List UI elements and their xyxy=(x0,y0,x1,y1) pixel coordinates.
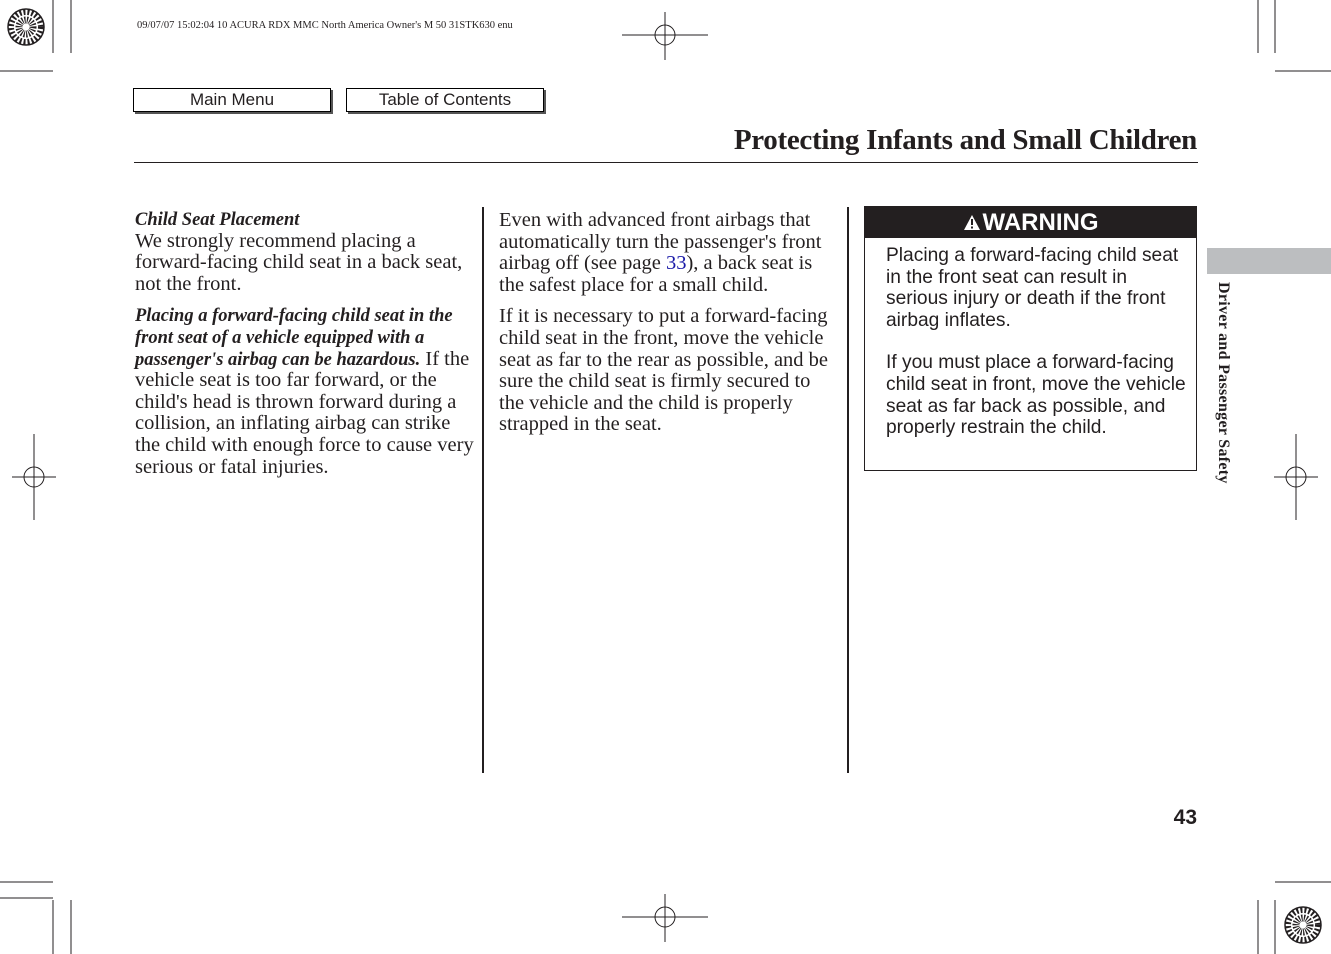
main-menu-button[interactable]: Main Menu xyxy=(133,88,331,112)
paragraph-text: Even with advanced front airbags that automatically turn the passenger's front airbag off (see page xyxy=(499,209,822,275)
paragraph: Placing a forward-facing child seat in the front seat can result in serious injury or death if the front airbag inflates. xyxy=(886,245,1179,331)
warning-triangle-icon xyxy=(963,214,981,231)
section-tab-marker xyxy=(1207,248,1331,274)
column-2 xyxy=(499,210,839,446)
column-divider xyxy=(847,207,849,773)
starburst-icon xyxy=(8,9,44,45)
warning-label: WARNING xyxy=(982,209,1099,236)
table-of-contents-button[interactable]: Table of Contents xyxy=(346,88,544,112)
paragraph-text: ), a back seat is the safest place for a small child. xyxy=(499,252,813,296)
paragraph: We strongly recommend placing a forward-facing child seat in a back seat, not the front. xyxy=(135,229,463,295)
bold-lead-text: Placing a forward-facing child seat in the front seat of a vehicle equipped with a passenger's airbag can be hazardous. xyxy=(135,306,453,370)
title-divider xyxy=(134,162,1198,163)
paragraph-text: If the vehicle seat is too far forward, or the child's head is thrown forward during a collision, an inflating airbag can strike the child with enough force to cause very serious or fatal injuries. xyxy=(135,347,474,478)
section-tab-label: Driver and Passenger Safety xyxy=(1215,282,1232,484)
warning-header xyxy=(864,206,1197,238)
warning-text xyxy=(886,245,1186,460)
column-divider xyxy=(482,207,484,773)
page-title: Protecting Infants and Small Children xyxy=(733,124,1197,156)
paragraph xyxy=(499,210,839,296)
section-tab xyxy=(1212,282,1232,512)
paragraph: If it is necessary to put a forward-facing child seat in the front, move the vehicle seat as far to the rear as possible, and be sure the child seat is firmly secured to the vehicle and the child is properly strapped in the seat. xyxy=(499,305,829,436)
page-number: 43 xyxy=(1173,806,1197,829)
paragraph: If you must place a forward-facing child seat in front, move the vehicle seat as far back as possible, and properly restrain the child. xyxy=(886,352,1186,439)
page-link[interactable]: 33 xyxy=(665,252,687,275)
section-heading: Child Seat Placement xyxy=(135,210,300,230)
print-header: 09/07/07 15:02:04 10 ACURA RDX MMC North America Owner's M 50 31STK630 enu xyxy=(137,20,513,31)
starburst-icon xyxy=(1285,907,1321,943)
paragraph xyxy=(135,305,475,478)
column-1 xyxy=(135,209,475,488)
